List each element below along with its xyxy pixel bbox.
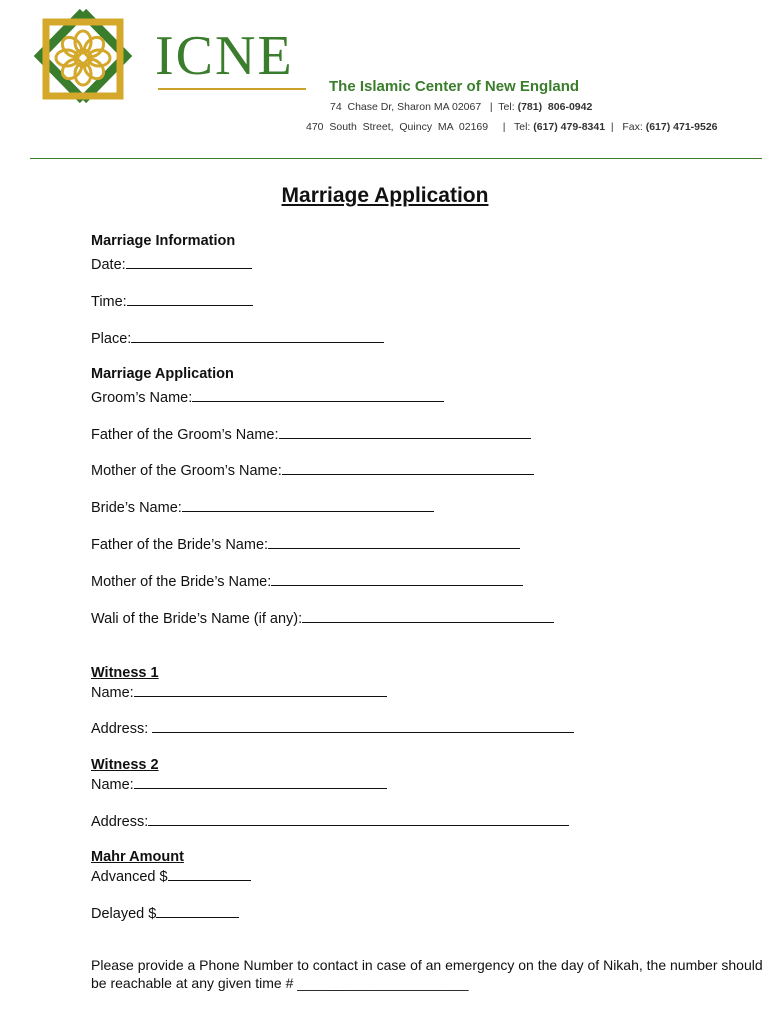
bride-father-field[interactable]: Father of the Bride’s Name: [91,536,520,553]
witness-1-heading: Witness 1 [91,665,159,681]
organization-name: The Islamic Center of New England [329,78,580,95]
section-marriage-information: Marriage Information [91,233,236,249]
mahr-delayed-field[interactable]: Delayed $ [91,905,239,922]
logo-wordmark: ICNE [155,25,294,87]
logo-underline [158,88,306,90]
date-field[interactable]: Date: [91,256,252,273]
icne-logo-icon [32,8,134,112]
form-title: Marriage Application [281,184,489,207]
witness-2-address-field[interactable]: Address: [91,813,569,830]
witness-1-address-field[interactable]: Address: [91,720,574,737]
witness-2-heading: Witness 2 [91,757,159,773]
bride-name-field[interactable]: Bride’s Name: [91,499,434,516]
place-field[interactable]: Place: [91,330,384,347]
bride-mother-field[interactable]: Mother of the Bride’s Name: [91,573,523,590]
header-divider [30,158,762,159]
groom-father-field[interactable]: Father of the Groom’s Name: [91,426,531,443]
groom-mother-field[interactable]: Mother of the Groom’s Name: [91,462,534,479]
wali-field[interactable]: Wali of the Bride’s Name (if any): [91,610,554,627]
witness-2-name-field[interactable]: Name: [91,776,387,793]
section-marriage-application: Marriage Application [91,366,234,382]
mahr-advanced-field[interactable]: Advanced $ [91,868,251,885]
time-field[interactable]: Time: [91,293,253,310]
address-quincy: 470 South Street, Quincy MA 02169 | Tel: (617) 479-8341 | Fax: (617) 471-9526 [306,121,718,133]
groom-name-field[interactable]: Groom’s Name: [91,389,444,406]
mahr-amount-heading: Mahr Amount [91,849,184,865]
emergency-phone-note: Please provide a Phone Number to contact in case of an emergency on the day of Nikah, the number should be reachable at any given time # ______________________ [91,957,763,991]
witness-1-name-field[interactable]: Name: [91,684,387,701]
address-sharon: 74 Chase Dr, Sharon MA 02067 | Tel: (781) 806-0942 [330,101,593,113]
